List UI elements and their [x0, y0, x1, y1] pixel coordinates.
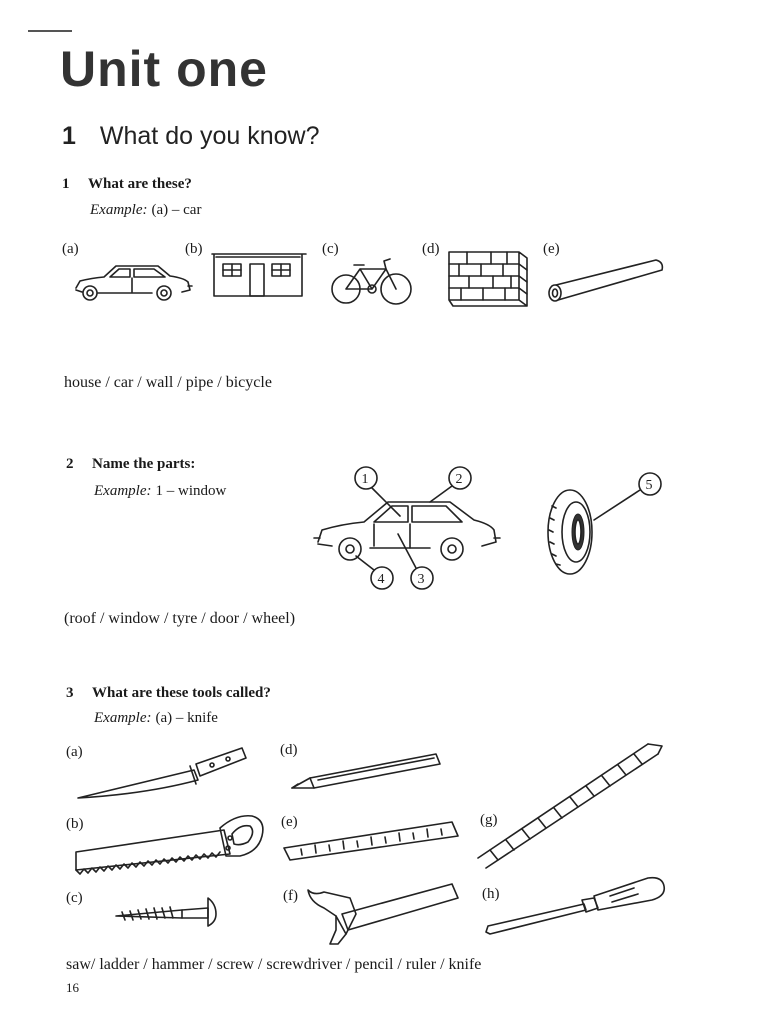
q1-question: What are these?: [88, 176, 192, 192]
top-rule: [28, 30, 72, 32]
q3-label-c: (c): [66, 890, 83, 906]
q2-example-label: Example:: [94, 483, 152, 499]
section-title: [62, 122, 319, 151]
page-number: 16: [66, 980, 79, 995]
q3-label-g: (g): [480, 812, 498, 828]
callout-3: 3: [417, 572, 425, 587]
q3-label-a: (a): [66, 744, 83, 760]
brick-wall-icon: [447, 248, 529, 310]
pipe-icon: [544, 256, 666, 306]
q3-example-label: Example:: [94, 710, 152, 726]
callout-1: 1: [361, 472, 369, 487]
q3-question: What are these tools called?: [92, 685, 271, 701]
q3-label-d: (d): [280, 742, 298, 758]
q2-heading: [66, 456, 195, 473]
callout-4: 4: [377, 572, 385, 587]
pencil-icon: [290, 750, 442, 792]
saw-icon: [74, 812, 270, 876]
q3-heading: [66, 685, 271, 702]
ruler-icon: [282, 818, 462, 864]
q1-example: [90, 202, 201, 219]
car-parts-diagram: [312, 458, 502, 596]
q1-heading: [62, 176, 192, 193]
q1-label-c: (c): [322, 241, 339, 257]
callout-5: 5: [645, 478, 653, 493]
q2-word-list: (roof / window / tyre / door / wheel): [64, 610, 296, 627]
house-icon: [210, 252, 308, 298]
q2-number: 2: [66, 456, 74, 472]
q1-word-list: house / car / wall / pipe / bicycle: [64, 374, 272, 391]
q3-example-text: (a) – knife: [155, 710, 218, 726]
callout-2: 2: [455, 472, 463, 487]
q3-label-b: (b): [66, 816, 84, 832]
q3-number: 3: [66, 685, 74, 701]
hammer-icon: [306, 878, 462, 948]
q1-example-text: (a) – car: [151, 202, 202, 218]
q1-label-a: (a): [62, 241, 79, 257]
section-number: 1: [62, 122, 76, 150]
q2-example-text: 1 – window: [155, 483, 227, 499]
q3-example: [94, 710, 218, 727]
q3-label-f: (f): [283, 888, 298, 904]
knife-icon: [76, 744, 248, 802]
q3-label-h: (h): [482, 886, 500, 902]
unit-title: Unit one: [60, 41, 268, 97]
q1-label-e: (e): [543, 241, 560, 257]
bicycle-icon: [330, 257, 414, 307]
q2-example: [94, 483, 226, 500]
q3-label-e: (e): [281, 814, 298, 830]
q2-question: Name the parts:: [92, 456, 196, 472]
q1-label-b: (b): [185, 241, 203, 257]
q3-word-list: saw/ ladder / hammer / screw / screwdriver / pencil / ruler / knife: [66, 956, 482, 973]
q1-example-label: Example:: [90, 202, 148, 218]
car-icon: [72, 262, 194, 304]
ladder-icon: [476, 740, 666, 870]
screw-icon: [112, 892, 222, 926]
section-title-text: What do you know?: [99, 122, 320, 150]
q1-number: 1: [62, 176, 70, 192]
screwdriver-icon: [484, 874, 668, 938]
q1-label-d: (d): [422, 241, 440, 257]
tyre-icon: [544, 466, 670, 578]
